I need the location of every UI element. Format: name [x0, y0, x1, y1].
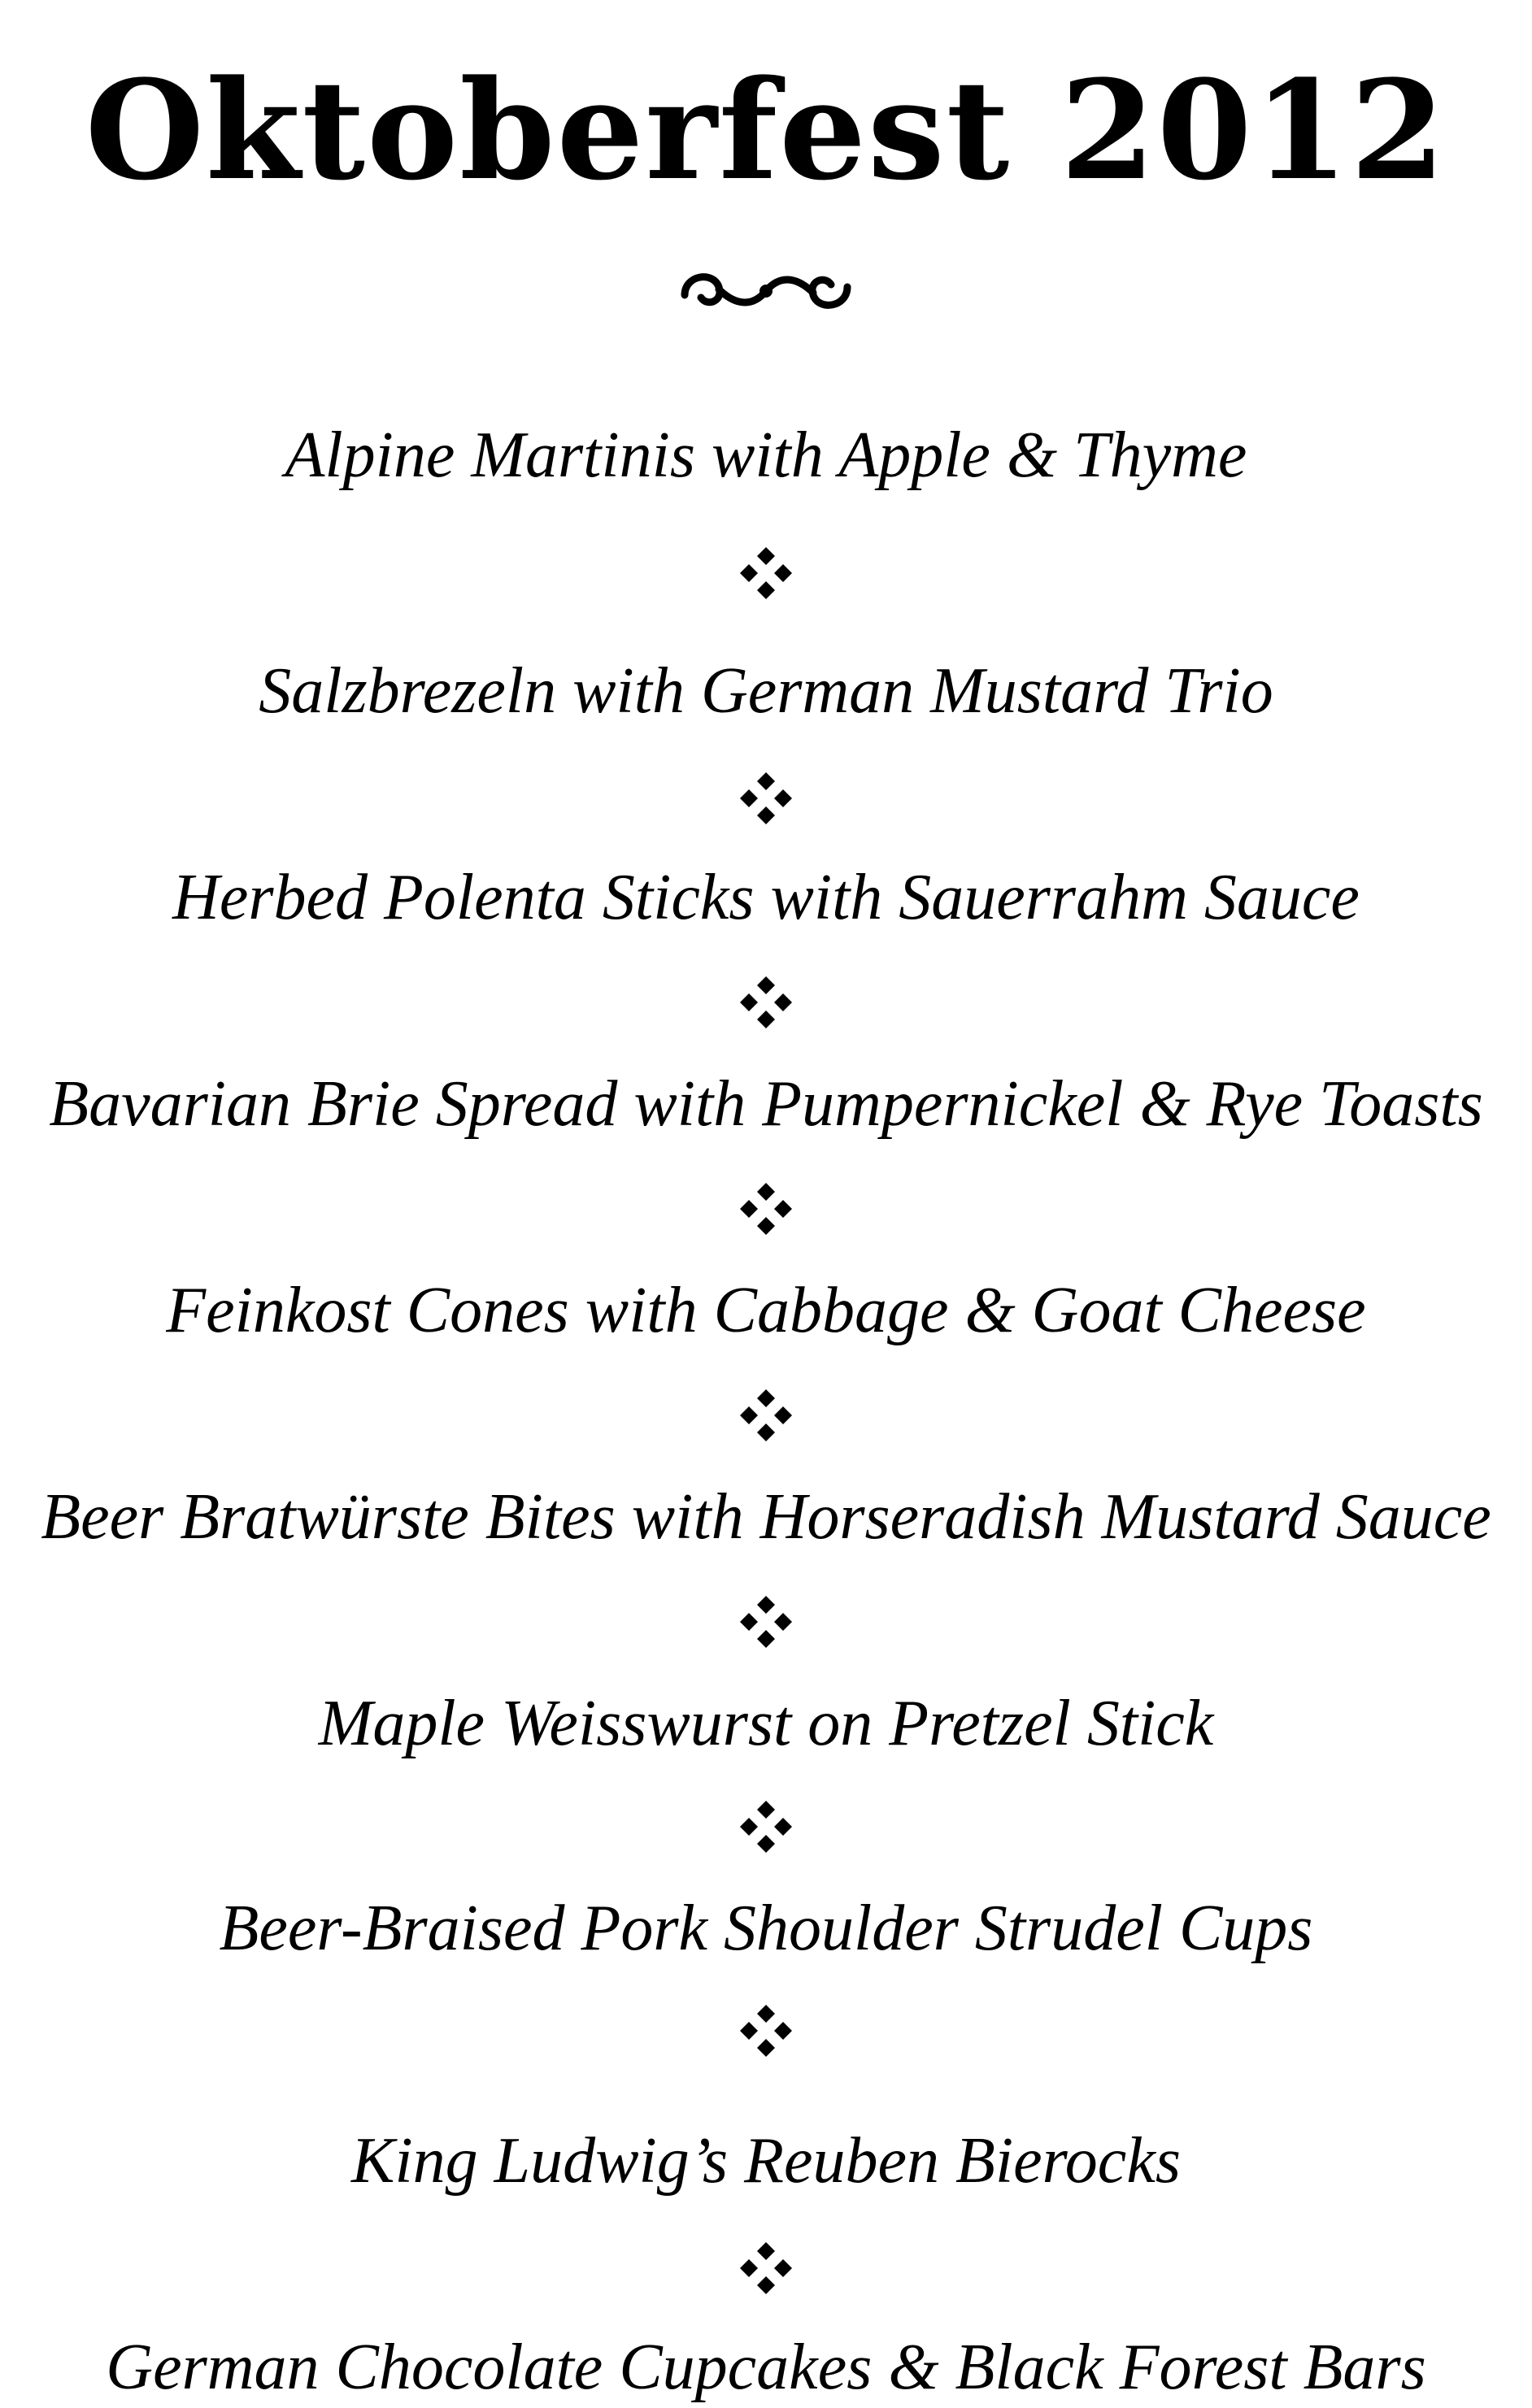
- diamond-divider-icon: [733, 541, 799, 606]
- menu-item: Beer-Braised Pork Shoulder Strudel Cups: [219, 1893, 1313, 1964]
- diamond-divider-icon: [733, 2236, 799, 2301]
- menu-item: Alpine Martinis with Apple & Thyme: [285, 419, 1247, 491]
- menu-item: Salzbrezeln with German Mustard Trio: [259, 655, 1273, 727]
- menu-item: Herbed Polenta Sticks with Sauerrahm Sauce: [172, 862, 1360, 933]
- menu-item: Bavarian Brie Spread with Pumpernickel & Rye Toasts: [49, 1068, 1483, 1140]
- diamond-divider-icon: [733, 1794, 799, 1859]
- menu-item: Feinkost Cones with Cabbage & Goat Cheese: [166, 1275, 1366, 1346]
- diamond-divider-icon: [733, 1176, 799, 1241]
- scroll-flourish-icon: [668, 259, 864, 324]
- diamond-divider-icon: [733, 1998, 799, 2063]
- menu-item: King Ludwig’s Reuben Bierocks: [351, 2125, 1181, 2197]
- diamond-divider-icon: [733, 1383, 799, 1448]
- menu-item: German Chocolate Cupcakes & Black Forest Bars: [106, 2332, 1426, 2403]
- diamond-divider-icon: [733, 970, 799, 1035]
- menu-item: Maple Weisswurst on Pretzel Stick: [318, 1688, 1214, 1759]
- diamond-divider-icon: [733, 766, 799, 831]
- menu-title: Oktoberfest 2012: [85, 50, 1447, 211]
- menu-item: Beer Bratwürste Bites with Horseradish Mustard Sauce: [41, 1481, 1491, 1553]
- diamond-divider-icon: [733, 1589, 799, 1654]
